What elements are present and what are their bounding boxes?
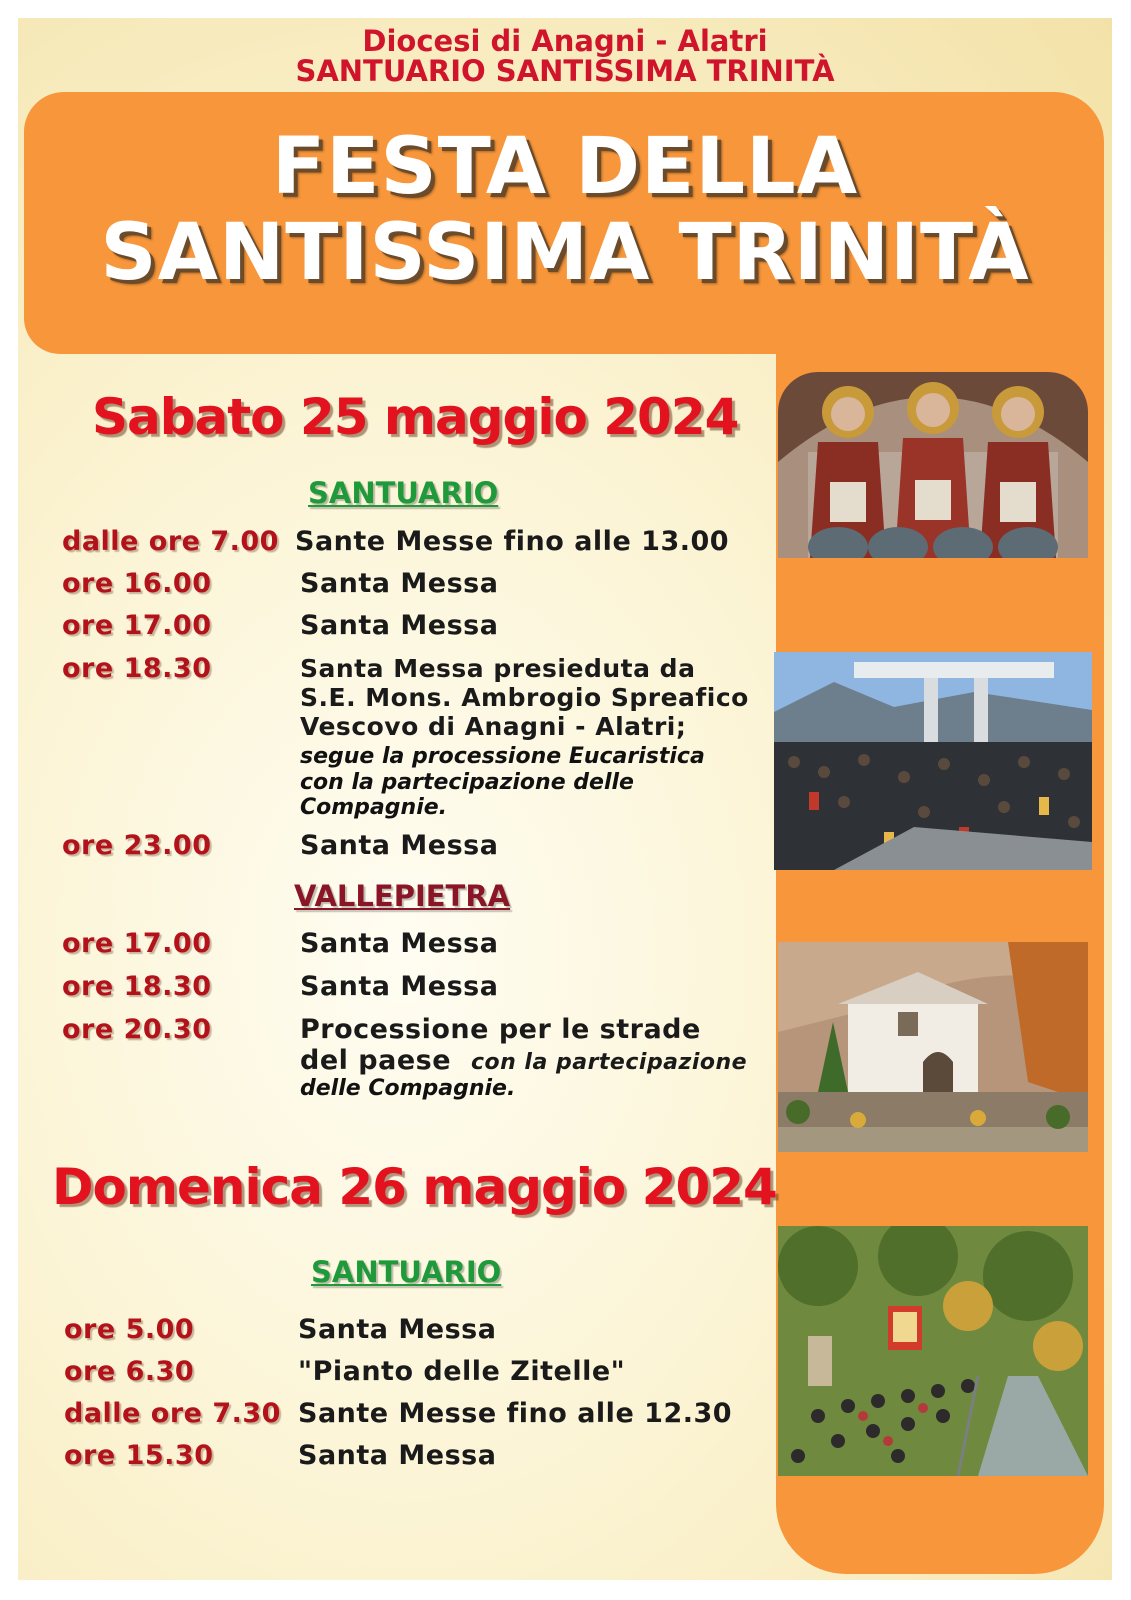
sanctuary-building-photo <box>778 942 1088 1152</box>
schedule-desc: Santa Messa <box>300 610 499 641</box>
sunday-santuario-label: SANTUARIO <box>311 1255 502 1289</box>
schedule-desc: Santa Messa <box>300 928 499 959</box>
schedule-desc: Santa Messa <box>300 971 499 1002</box>
sanctuary-name: SANTUARIO SANTISSIMA TRINITÀ <box>295 54 835 88</box>
title-line-1: FESTA DELLA <box>271 122 859 212</box>
schedule-desc: Santa Messa <box>298 1440 497 1471</box>
schedule-note: Compagnie. <box>300 795 448 820</box>
schedule-time: dalle ore 7.00 <box>62 526 279 557</box>
schedule-time: ore 15.30 <box>64 1440 214 1471</box>
schedule-desc <box>300 1045 747 1076</box>
schedule-note: con la partecipazione <box>470 1050 748 1075</box>
schedule-time: ore 18.30 <box>62 653 212 684</box>
schedule-time: ore 23.00 <box>62 830 212 861</box>
schedule-desc: Santa Messa <box>300 568 499 599</box>
schedule-note: delle Compagnie. <box>300 1076 516 1101</box>
schedule-desc: S.E. Mons. Ambrogio Spreafico <box>300 683 749 712</box>
schedule-note: segue la processione Eucaristica <box>300 744 705 769</box>
schedule-time: ore 17.00 <box>62 610 212 641</box>
crowd-canopy-photo <box>774 652 1092 870</box>
saturday-heading: Sabato 25 maggio 2024 <box>92 388 739 446</box>
procession-path-photo <box>778 1226 1088 1476</box>
schedule-time: ore 6.30 <box>64 1356 195 1387</box>
schedule-time: ore 16.00 <box>62 568 212 599</box>
schedule-desc: Santa Messa <box>300 830 499 861</box>
fresco-trinity-photo <box>778 372 1088 558</box>
schedule-desc: Santa Messa <box>298 1314 497 1345</box>
schedule-desc: Santa Messa presieduta da <box>300 654 696 683</box>
schedule-note: con la partecipazione delle <box>300 770 634 795</box>
schedule-desc: Sante Messe fino alle 12.30 <box>298 1398 733 1429</box>
diocese-name: Diocesi di Anagni - Alatri <box>362 24 768 58</box>
schedule-time: ore 5.00 <box>64 1314 195 1345</box>
title-line-2: SANTISSIMA TRINITÀ <box>100 208 1030 298</box>
schedule-desc: Processione per le strade <box>300 1014 701 1045</box>
saturday-santuario-label: SANTUARIO <box>308 476 499 510</box>
sunday-heading: Domenica 26 maggio 2024 <box>52 1158 777 1216</box>
schedule-time: ore 17.00 <box>62 928 212 959</box>
schedule-desc-part: del paese <box>300 1045 452 1076</box>
schedule-time: ore 20.30 <box>62 1014 212 1045</box>
vallepietra-label: VALLEPIETRA <box>294 879 511 913</box>
schedule-desc: "Pianto delle Zitelle" <box>298 1356 626 1387</box>
schedule-desc: Sante Messe fino alle 13.00 <box>295 526 730 557</box>
schedule-desc: Vescovo di Anagni - Alatri; <box>300 712 687 741</box>
schedule-time: ore 18.30 <box>62 971 212 1002</box>
poster <box>18 18 1112 1580</box>
schedule-time: dalle ore 7.30 <box>64 1398 281 1429</box>
